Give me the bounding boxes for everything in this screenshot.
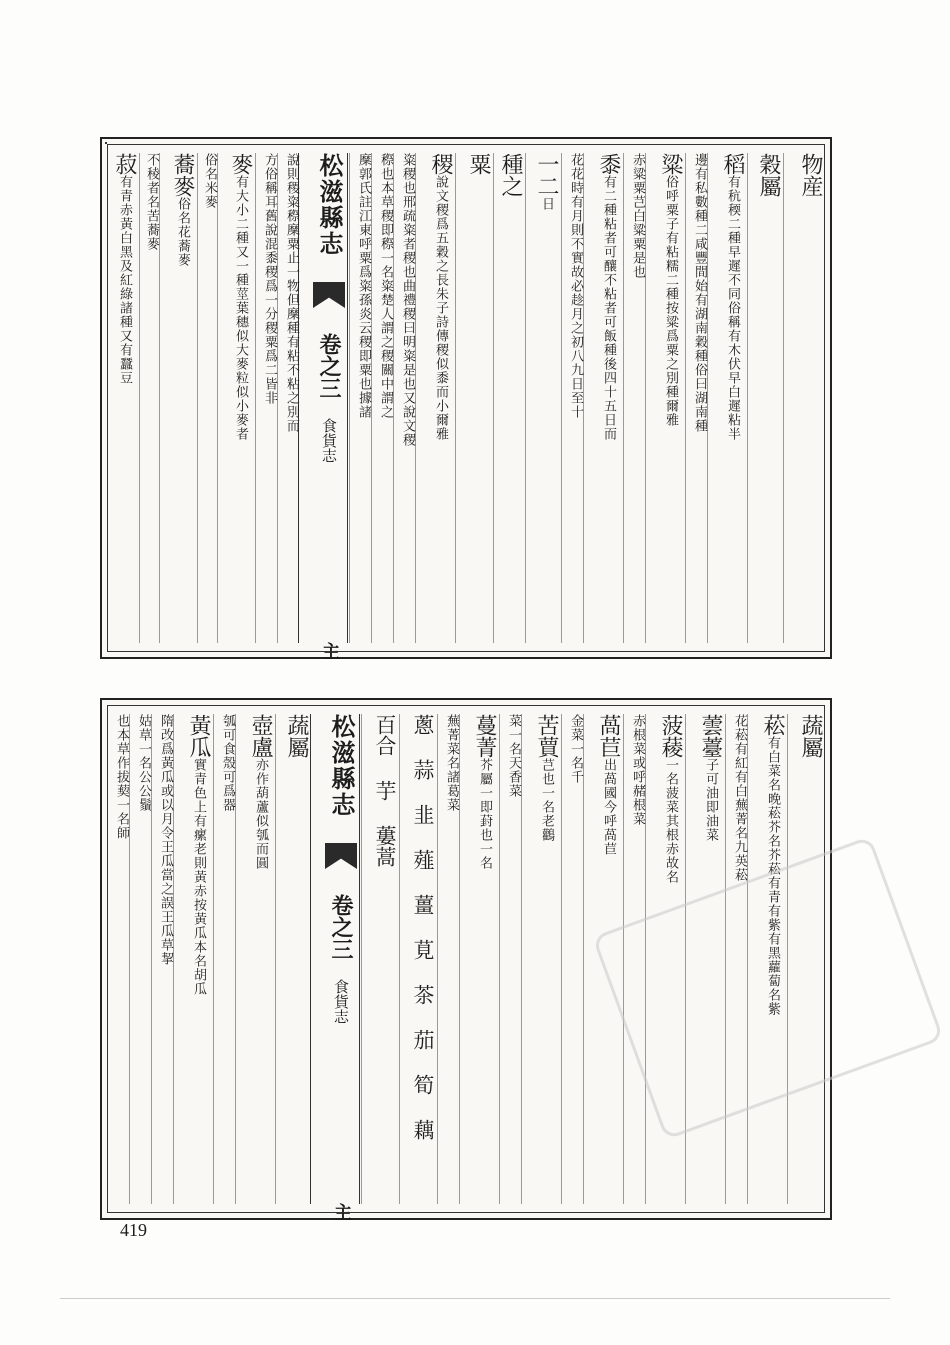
entry-head: 稻 xyxy=(720,153,745,175)
heading-text: 物産 xyxy=(798,153,823,197)
note-text: 蕪菁菜名諸葛菜 xyxy=(444,714,459,812)
entry-head: 麥 xyxy=(228,153,253,175)
fish-tail-icon xyxy=(325,843,357,869)
entry-note: 實青色上有瘰老則黃赤按黃瓜本名胡瓜 xyxy=(191,758,206,996)
note-text: 不稜者名苦蕎麥 xyxy=(144,153,159,251)
col-entry xyxy=(159,153,196,643)
center-column xyxy=(310,714,360,1221)
list-text: 蔥 蒜 韭 薤 薑 莧 茶 茄 筍 藕 xyxy=(411,714,435,1140)
col-entry xyxy=(521,714,560,1204)
entry-note: 芑也一名老鸛 xyxy=(539,758,554,842)
section-label: 食貨志 xyxy=(332,979,350,1024)
entry-note: 一名菠菜其根赤故名 xyxy=(663,758,678,884)
col-heading xyxy=(783,153,824,643)
col-note xyxy=(151,714,172,1204)
entry-head: 種之 xyxy=(498,153,523,197)
entry-head: 蔓菁 xyxy=(472,714,497,758)
note-text: 花花時有月則不實故必趁月之初八九日至十 xyxy=(568,153,583,419)
col-entry xyxy=(645,714,684,1204)
page-number: 419 xyxy=(120,1220,147,1240)
list-text: 百合 芋 蔞蒿 xyxy=(373,714,397,867)
note-text: 赤粱粟芑白粱粟是也 xyxy=(630,153,645,279)
col-note xyxy=(213,714,234,1204)
col-note xyxy=(437,714,458,1204)
col-note xyxy=(725,714,746,1204)
note-text: 菜一名天香菜 xyxy=(506,714,521,798)
book-title: 松滋縣志 xyxy=(327,714,356,818)
col-entry xyxy=(173,714,212,1204)
volume-label: 卷之三 xyxy=(316,333,342,399)
col-entry xyxy=(583,153,622,643)
center-column xyxy=(298,153,348,660)
entry-note: 說文稷爲五穀之長朱子詩傳稷似黍而小爾雅 xyxy=(433,175,448,441)
entry-head: 菽 xyxy=(112,153,137,175)
col-entry xyxy=(645,153,684,643)
col-note xyxy=(371,153,392,643)
col-note xyxy=(623,153,644,643)
entry-head: 萵苣 xyxy=(596,714,621,758)
col-note xyxy=(499,714,520,1204)
col-note xyxy=(561,153,582,643)
entry-head: 黍 xyxy=(596,153,621,175)
page-top xyxy=(100,137,832,659)
col-entry xyxy=(685,714,724,1204)
entry-note: 日 xyxy=(539,197,554,211)
col-entry xyxy=(110,153,138,643)
entry-note: 有白菜名晚菘芥名芥菘有青有紫有黑蘿蔔名紫 xyxy=(765,736,780,1016)
entry-head: 苦蕒 xyxy=(534,714,559,758)
col-entry xyxy=(415,153,454,643)
note-text: 赤根菜或呼赭根菜 xyxy=(630,714,645,826)
col-note xyxy=(139,153,158,643)
divider xyxy=(60,1298,890,1299)
entry-head: 蕎麥 xyxy=(170,153,195,197)
note-text: 也本草作拔葜一名師 xyxy=(114,714,129,840)
entry-head: 蕓薹 xyxy=(698,714,723,758)
entry-head: 粱 xyxy=(658,153,683,175)
entry-head: 壺盧 xyxy=(248,714,273,758)
col-list xyxy=(399,714,436,1204)
section-label: 食貨志 xyxy=(320,418,338,463)
col-entry xyxy=(707,153,746,643)
category-text: 蔬屬 xyxy=(798,714,823,758)
note-text: 說則稷粢穄穈粟止一物但穈種有粘不粘之別而 xyxy=(284,153,299,433)
col-entry xyxy=(235,714,274,1204)
col-entry xyxy=(217,153,254,643)
entry-head: 稷 xyxy=(428,153,453,175)
folio-number: 主 xyxy=(319,642,340,660)
col-note xyxy=(255,153,276,643)
col-category xyxy=(747,153,782,643)
col-note xyxy=(108,714,128,1204)
note-text: 金菜一名千 xyxy=(568,714,583,784)
col-entry xyxy=(525,153,560,643)
note-text: 粢稷也邢疏粢者稷也曲禮稷曰明粢是也又說文稷 xyxy=(400,153,415,447)
entry-note: 芥屬一即葑也一名 xyxy=(477,758,492,870)
entry-note: 俗名花蕎麥 xyxy=(175,197,190,267)
entry-head: 粟 xyxy=(466,153,491,175)
page-bottom xyxy=(100,698,832,1220)
col-note xyxy=(197,153,216,643)
col-entry xyxy=(583,714,622,1204)
entry-note: 有秔稬二種早遲不同俗稱有木伏早白遲粘半 xyxy=(725,175,740,441)
col-note xyxy=(393,153,414,643)
col-note xyxy=(685,153,706,643)
entry-head: 菘 xyxy=(760,714,785,736)
col-note xyxy=(561,714,582,1204)
book-title: 松滋縣志 xyxy=(315,153,344,257)
col-entry xyxy=(455,153,492,643)
col-category xyxy=(787,714,824,1204)
entry-note: 俗呼粟子有粘糯二種按粱爲粟之別種爾雅 xyxy=(663,175,678,427)
col-entry xyxy=(459,714,498,1204)
col-list xyxy=(361,714,398,1204)
entry-note: 有青赤黃白黑及紅綠諸種又有蠶豆 xyxy=(117,175,132,385)
note-text: 邊有私數種二咸豐間始有湖南穀種俗曰湖南種 xyxy=(692,153,707,433)
col-note xyxy=(623,714,644,1204)
col-entry xyxy=(493,153,524,643)
entry-head: 菠薐 xyxy=(658,714,683,758)
col-note xyxy=(349,153,370,643)
entry-note: 有大小二種又一種莖葉穗似大麥粒似小麥者 xyxy=(233,175,248,441)
volume-label: 卷之三 xyxy=(328,894,354,960)
entry-note: 有二種粘者可釀不粘者可飯種後四十五日而 xyxy=(601,175,616,441)
note-text: 俗名米麥 xyxy=(202,153,217,209)
note-text: 姑草一名公公鬚 xyxy=(136,714,151,812)
entry-note: 出萵國今呼萵苣 xyxy=(601,758,616,856)
col-category xyxy=(275,714,310,1204)
folio-number: 主 xyxy=(331,1203,352,1221)
note-text: 穄也本草稷即穄一名粢楚人謂之稷關中謂之 xyxy=(378,153,393,419)
col-entry xyxy=(747,714,786,1204)
col-note xyxy=(129,714,150,1204)
col-note xyxy=(277,153,298,643)
note-text: 隋改爲黃瓜或以月令王瓜當之誤王瓜草挈 xyxy=(158,714,173,966)
entry-head: 一二 xyxy=(534,153,559,197)
note-text: 瓠可食殼可爲器 xyxy=(220,714,235,812)
entry-head: 黃瓜 xyxy=(186,714,211,758)
entry-note: 子可油即油菜 xyxy=(703,758,718,842)
fish-tail-icon xyxy=(313,282,345,308)
category-text: 穀屬 xyxy=(756,153,781,197)
note-text: 方俗稱耳舊說混黍稷爲一分稷粟爲二皆非 xyxy=(262,153,277,405)
note-text: 穈郭氏註江東呼粟爲粢孫炎云稷即粟也據諸 xyxy=(356,153,371,419)
category-text: 蔬屬 xyxy=(284,714,309,758)
entry-note: 亦作葫蘆似瓠而圓 xyxy=(253,758,268,870)
note-text: 花菘有紅有白蕪菁名九英菘 xyxy=(732,714,747,882)
